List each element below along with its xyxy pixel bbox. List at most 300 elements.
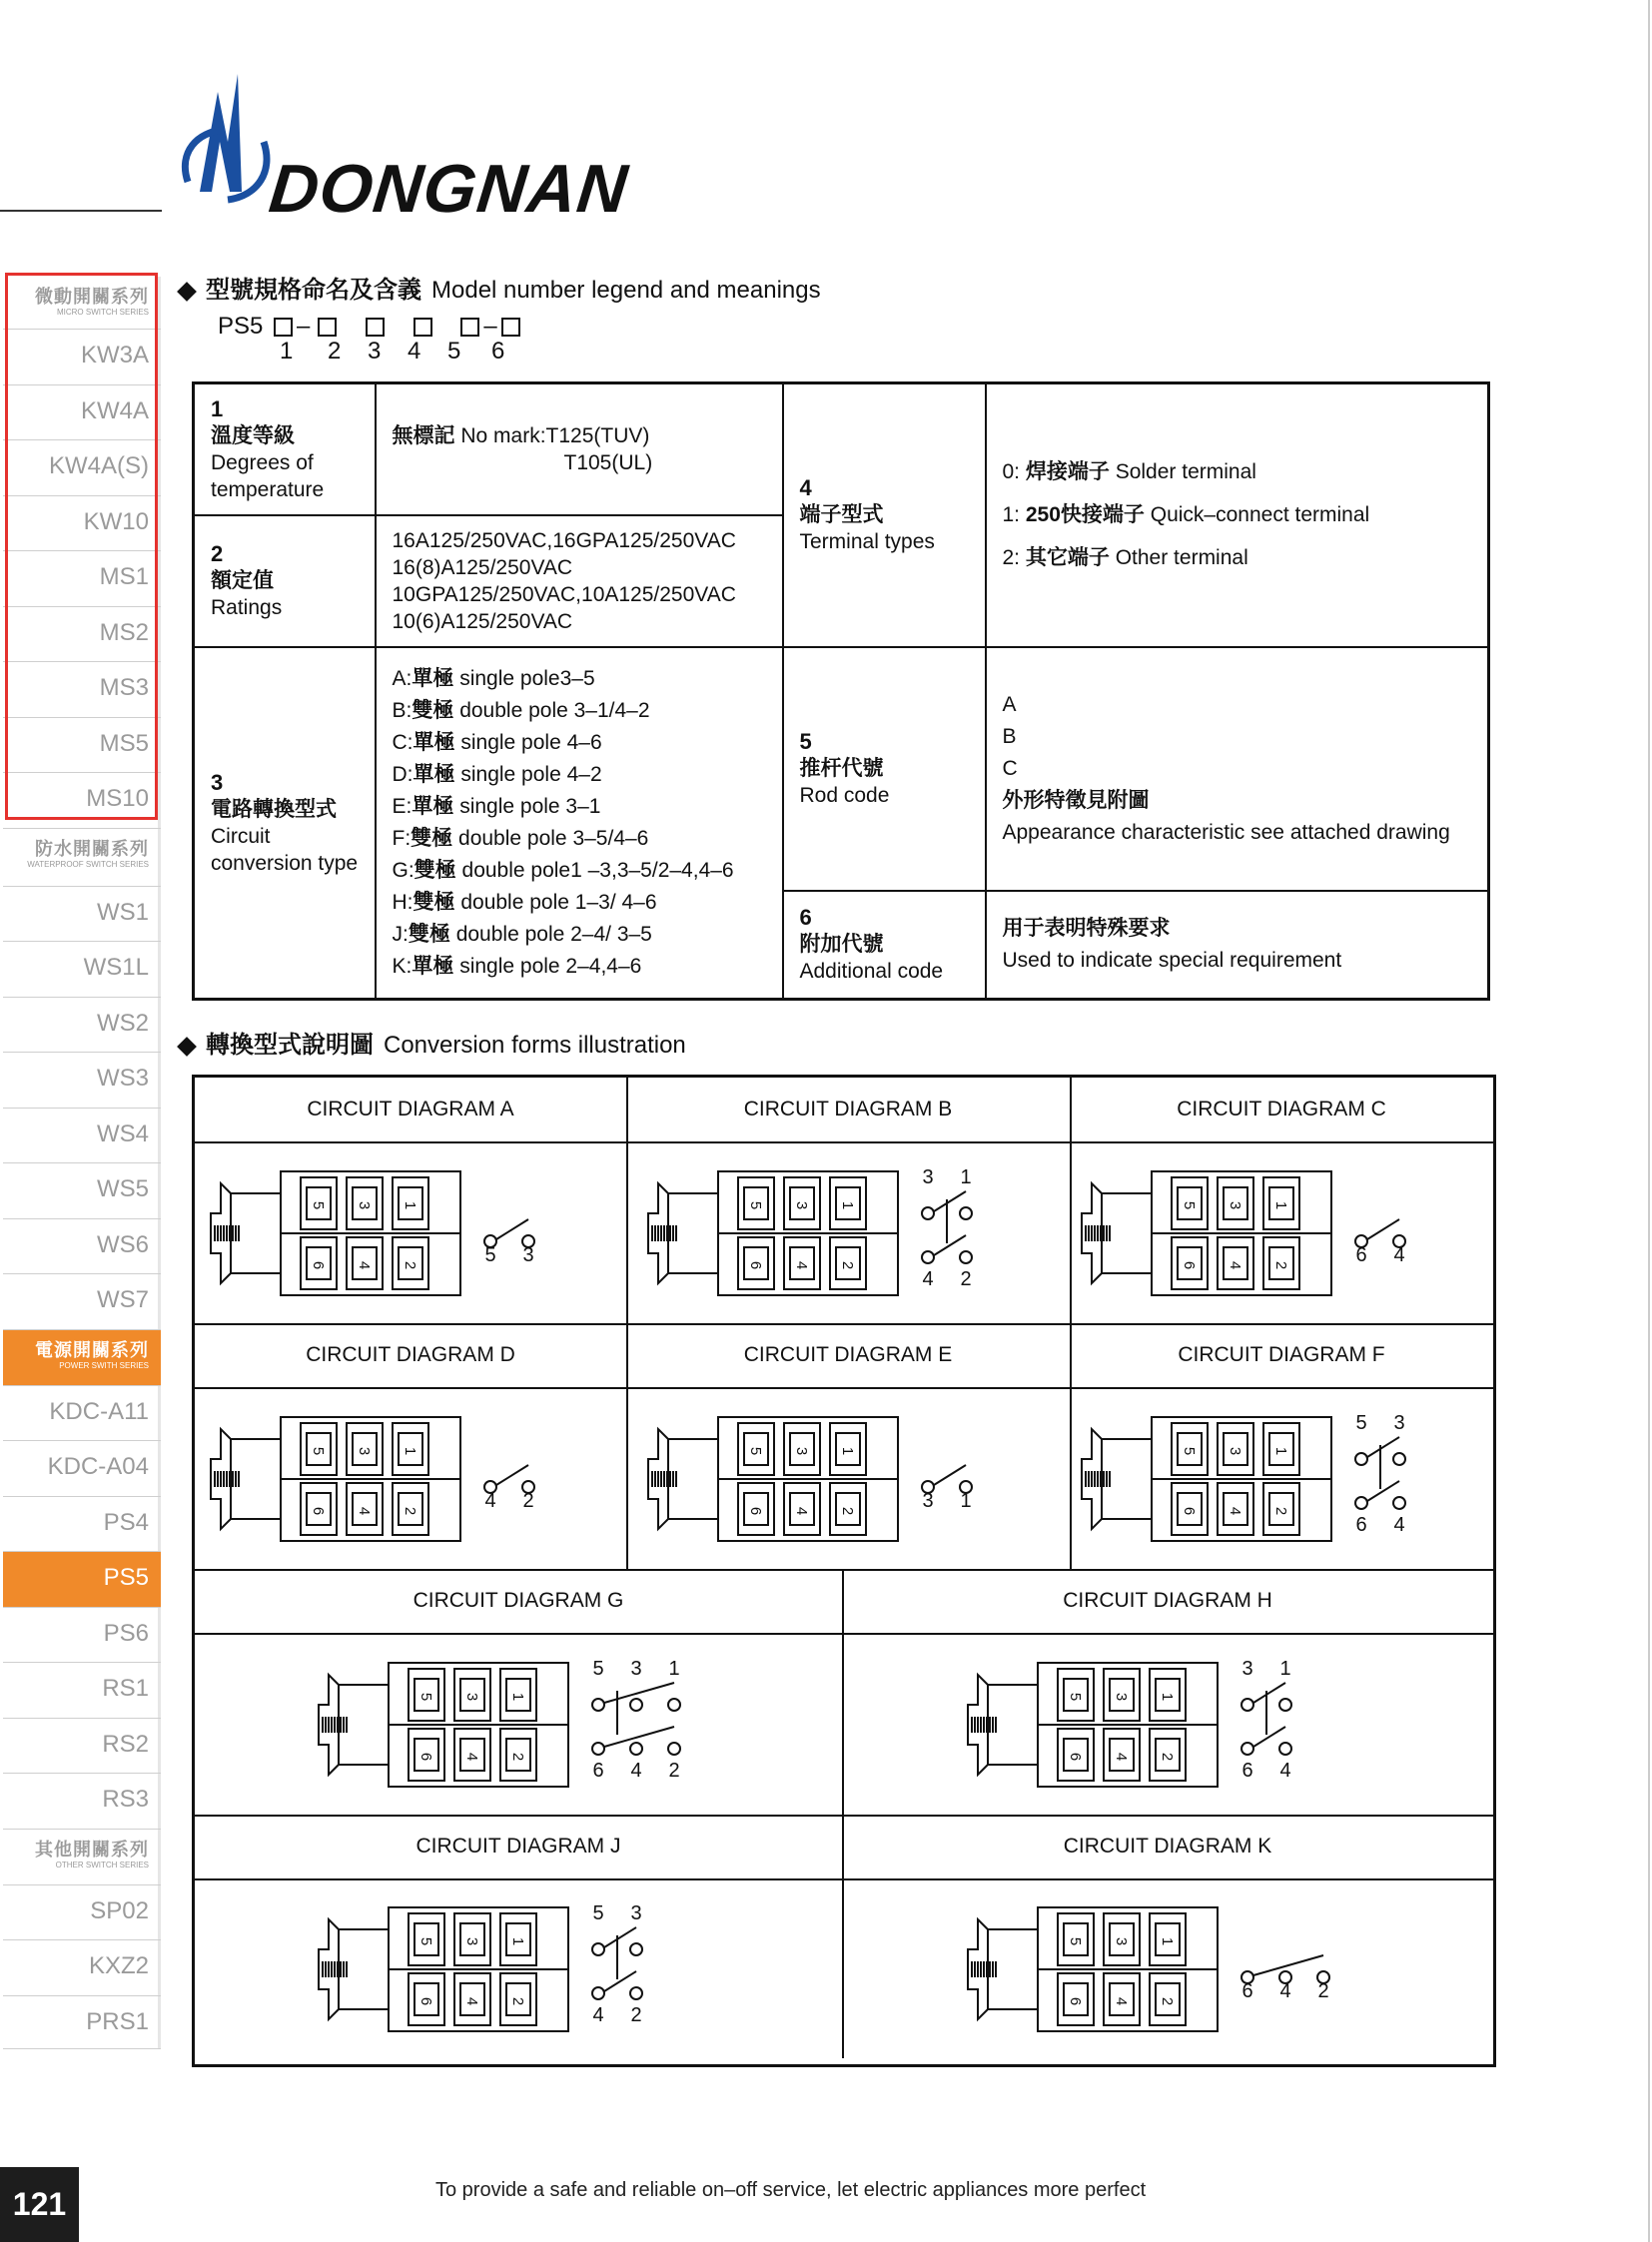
circuit-diagram-cell (195, 1569, 844, 1815)
row-label-zh: 端子型式 (799, 503, 884, 527)
option-zh: 單極 (413, 730, 455, 754)
legend-box-2 (318, 318, 337, 337)
circuit-type-line (393, 823, 766, 855)
svg-text:6: 6 (747, 1260, 764, 1270)
row-label-en: Terminal types (799, 530, 935, 554)
option-en: double pole 3–1/4–2 (459, 698, 650, 722)
terminal-label: 4 (922, 1268, 934, 1290)
sidebar-item-ws2[interactable] (3, 998, 161, 1053)
contact-schematic (484, 1465, 534, 1512)
svg-text:1: 1 (839, 1200, 856, 1210)
circuit-drawing-area (842, 1635, 1493, 1815)
sidebar-item-label: MS1 (99, 563, 149, 590)
footer-tagline: To provide a safe and reliable on–off service, let electric appliances more perfect (435, 2179, 1147, 2201)
circuit-type-line (393, 887, 766, 919)
legend-box-3 (366, 318, 385, 337)
row3-value-cell (376, 647, 783, 1000)
circuit-diagram-icon (958, 1645, 1377, 1805)
section-title-en: Model number legend and meanings (431, 277, 821, 304)
terminal-label: 6 (1241, 1980, 1253, 2002)
terminal-label: 4 (630, 1760, 642, 1782)
model-legend (218, 313, 524, 341)
sidebar-item-label: WS4 (96, 1121, 149, 1147)
legend-dash: – (483, 313, 497, 340)
svg-text:6: 6 (310, 1506, 327, 1516)
sidebar-item-rs1[interactable] (3, 1663, 161, 1719)
option-en: Solder terminal (1115, 460, 1256, 484)
option-key: H: (392, 890, 413, 914)
sidebar-item-label: RS2 (102, 1731, 149, 1758)
svg-text:1: 1 (402, 1200, 418, 1210)
svg-text:4: 4 (463, 1996, 480, 2006)
rod-note-zh: 外形特徵見附圖 (1002, 788, 1150, 812)
sidebar-item-label: WS7 (96, 1286, 149, 1313)
contact-terminal (630, 1699, 642, 1711)
option-zh: 雙極 (411, 826, 453, 850)
additional-note-en: Used to indicate special requirement (1002, 948, 1342, 972)
terminal-label: 4 (1279, 1980, 1291, 2002)
sidebar-item-prs1[interactable] (3, 1996, 161, 2049)
legend-box-4 (413, 318, 432, 337)
option-key: G: (392, 858, 414, 882)
circuit-diagram-icon (201, 1399, 620, 1559)
circuit-diagram-grid (192, 1075, 1496, 2067)
svg-text:4: 4 (793, 1506, 810, 1516)
terminal-label: 6 (1355, 1514, 1367, 1536)
terminal-label: 6 (592, 1760, 604, 1782)
circuit-diagram-title: CIRCUIT DIAGRAM J (195, 1815, 842, 1880)
circuit-type-line (393, 759, 766, 791)
option-key: B: (392, 698, 413, 722)
brand-name: DONGNAN (266, 151, 632, 227)
option-key: K: (392, 954, 413, 978)
rating-line: 10(6)A125/250VAC (392, 609, 573, 633)
terminal-label: 3 (1241, 1658, 1253, 1680)
sidebar-item-label: PS5 (103, 1564, 149, 1591)
svg-text:2: 2 (1272, 1506, 1289, 1516)
svg-text:3: 3 (356, 1200, 373, 1210)
option-key: E: (392, 794, 413, 818)
svg-text:2: 2 (839, 1506, 856, 1516)
switch-body-drawing (648, 1171, 898, 1295)
circuit-type-line (393, 727, 766, 759)
legend-box-1 (274, 318, 293, 337)
rating-line: 10GPA125/250VAC,10A125/250VAC (392, 582, 736, 606)
legend-box-6 (501, 318, 520, 337)
contact-terminal (1241, 1743, 1253, 1755)
sidebar-item-label: WS1 (96, 899, 149, 926)
svg-text:4: 4 (1113, 1752, 1130, 1762)
sidebar-item-rs2[interactable] (3, 1719, 161, 1774)
rating-line: 16(8)A125/250VAC (392, 555, 573, 579)
circuit-diagram-title: CIRCUIT DIAGRAM E (626, 1323, 1070, 1389)
row5-6-label-cell (783, 647, 986, 1000)
circuit-diagram-icon (201, 1153, 620, 1313)
circuit-diagram-title: CIRCUIT DIAGRAM A (195, 1078, 626, 1143)
contact-terminal (592, 1699, 604, 1711)
contact-terminal (592, 1987, 604, 1999)
circuit-diagram-icon (958, 1889, 1377, 2049)
row-label-zh: 附加代號 (799, 933, 884, 956)
row2-value-cell (376, 515, 783, 647)
sidebar-item-ws1[interactable] (3, 887, 161, 942)
circuit-row (195, 1569, 1493, 1817)
svg-text:3: 3 (793, 1446, 810, 1456)
option-zh: 焊接端子 (1025, 460, 1110, 484)
terminal-label: 3 (522, 1244, 534, 1266)
rod-letter: A (1002, 692, 1017, 716)
option-zh: 雙極 (413, 890, 455, 914)
circuit-diagram-cell (195, 1323, 628, 1569)
option-key: F: (392, 826, 412, 850)
circuit-diagram-title: CIRCUIT DIAGRAM C (1070, 1078, 1493, 1143)
sidebar-item-label: KW4A (80, 397, 149, 424)
option-zh: 單極 (412, 954, 454, 978)
sidebar-category (3, 1830, 161, 1885)
svg-text:3: 3 (1227, 1446, 1243, 1456)
terminal-label: 3 (922, 1166, 934, 1188)
sidebar-item-label: WS2 (96, 1010, 149, 1037)
row4-label-cell (783, 383, 986, 647)
option-zh: 雙極 (413, 858, 456, 882)
section-title-en: Conversion forms illustration (384, 1032, 686, 1059)
circuit-diagram-title: CIRCUIT DIAGRAM H (842, 1569, 1493, 1635)
svg-text:6: 6 (417, 1752, 434, 1762)
contact-terminal (1355, 1497, 1367, 1509)
row-label-zh: 額定值 (211, 569, 274, 592)
option-key: A: (392, 666, 413, 690)
svg-text:2: 2 (509, 1752, 526, 1762)
circuit-diagram-cell (1070, 1323, 1493, 1569)
contact-terminal (630, 1943, 642, 1955)
sidebar-item-ws7[interactable] (3, 1274, 161, 1330)
svg-text:3: 3 (793, 1200, 810, 1210)
section-conversion-heading (180, 1025, 686, 1060)
switch-body-drawing (1082, 1417, 1331, 1541)
svg-text:6: 6 (1181, 1506, 1198, 1516)
row-number: 5 (799, 729, 812, 754)
svg-text:2: 2 (509, 1996, 526, 2006)
circuit-diagram-cell (195, 1078, 628, 1323)
terminal-label: 4 (1393, 1244, 1405, 1266)
svg-text:5: 5 (310, 1200, 327, 1210)
contact-terminal (922, 1251, 934, 1263)
circuit-drawing-area (626, 1389, 1070, 1569)
svg-text:5: 5 (1067, 1692, 1084, 1702)
svg-text:5: 5 (417, 1936, 434, 1946)
rod-note-en: Appearance characteristic see attached drawing (1002, 820, 1450, 844)
svg-text:6: 6 (310, 1260, 327, 1270)
svg-text:1: 1 (402, 1446, 418, 1456)
contact-terminal (960, 1251, 972, 1263)
circuit-diagram-title: CIRCUIT DIAGRAM G (195, 1569, 842, 1635)
circuit-row (195, 1815, 1493, 2058)
svg-text:5: 5 (1067, 1936, 1084, 1946)
terminal-label: 1 (1279, 1658, 1291, 1680)
terminal-label: 2 (1317, 1980, 1329, 2002)
circuit-diagram-title: CIRCUIT DIAGRAM K (842, 1815, 1493, 1880)
contact-schematic (922, 1166, 972, 1290)
terminal-label: 5 (592, 1902, 604, 1924)
circuit-diagram-cell (842, 1815, 1493, 2058)
circuit-type-line (393, 695, 766, 727)
circuit-diagram-title: CIRCUIT DIAGRAM B (626, 1078, 1070, 1143)
terminal-label: 3 (1393, 1412, 1405, 1434)
svg-text:6: 6 (1067, 1996, 1084, 2006)
terminal-label: 2 (522, 1490, 534, 1512)
contact-terminal (1241, 1699, 1253, 1711)
svg-text:1: 1 (509, 1936, 526, 1946)
sidebar-item-ps5[interactable] (3, 1552, 161, 1608)
sidebar-item-label: WS3 (96, 1065, 149, 1092)
option-key: 2: (1002, 546, 1021, 570)
contact-terminal (592, 1743, 604, 1755)
sidebar-item-label: WS1L (83, 954, 149, 981)
contact-terminal (630, 1987, 642, 1999)
contact-schematic (592, 1902, 642, 2026)
row-label-en: Additional code (799, 960, 944, 983)
circuit-diagram-icon (638, 1399, 1058, 1559)
category-title-en: WATERPROOF SWITCH SERIES (27, 860, 149, 869)
option-en: single pole 2–4,4–6 (459, 954, 642, 978)
svg-text:5: 5 (417, 1692, 434, 1702)
svg-text:4: 4 (1113, 1996, 1130, 2006)
svg-text:6: 6 (1067, 1752, 1084, 1762)
row5-6-value-cell (986, 647, 1489, 1000)
sidebar-item-label: MS5 (99, 730, 149, 757)
category-title-en: OTHER SWITCH SERIES (55, 1861, 149, 1869)
circuit-diagram-icon (638, 1153, 1058, 1313)
dongnan-logo-icon (178, 72, 274, 212)
switch-body-drawing (211, 1171, 460, 1295)
circuit-diagram-cell (842, 1569, 1493, 1815)
switch-body-drawing (968, 1663, 1218, 1787)
row1-value-cell (376, 383, 783, 515)
switch-body-drawing (1082, 1171, 1331, 1295)
terminal-label: 4 (484, 1490, 496, 1512)
category-title-en: POWER SWITH SERIES (59, 1361, 149, 1370)
row-label-en: Ratings (211, 596, 283, 619)
sidebar-item-label: KW4A(S) (48, 452, 149, 479)
additional-note-zh: 用于表明特殊要求 (1002, 916, 1171, 940)
svg-text:3: 3 (1113, 1936, 1130, 1946)
contact-terminal (960, 1207, 972, 1219)
sidebar-item-label: KDC-A11 (49, 1398, 149, 1425)
circuit-diagram-cell (1070, 1078, 1493, 1323)
terminal-label: 4 (1393, 1514, 1405, 1536)
sidebar-item-ps4[interactable] (3, 1497, 161, 1552)
svg-text:4: 4 (356, 1260, 373, 1270)
sidebar-item-label: KW10 (83, 508, 149, 535)
terminal-label: 5 (592, 1658, 604, 1680)
sidebar-item-rs3[interactable] (3, 1774, 161, 1830)
temp-value-ul: T105(UL) (563, 450, 653, 474)
option-key: J: (392, 922, 409, 946)
legend-number: 4 (408, 338, 421, 365)
category-title-zh: 微動開關系列 (35, 287, 149, 307)
row-label-en: Circuit conversion type (211, 824, 359, 875)
circuit-diagram-icon (1072, 1399, 1491, 1559)
sidebar-item-ws5[interactable] (3, 1163, 161, 1219)
legend-prefix: PS5 (218, 313, 264, 340)
svg-text:4: 4 (356, 1506, 373, 1516)
row-number: 3 (211, 769, 224, 795)
sidebar-item-ws4[interactable] (3, 1109, 161, 1163)
category-title-zh: 防水開關系列 (35, 839, 149, 859)
terminal-label: 4 (592, 2004, 604, 2026)
option-en: double pole 1–3/ 4–6 (460, 890, 657, 914)
svg-text:2: 2 (1159, 1996, 1176, 2006)
row-number: 1 (211, 395, 224, 421)
switch-body-drawing (319, 1663, 568, 1787)
svg-text:2: 2 (1272, 1260, 1289, 1270)
sidebar-item-ws3[interactable] (3, 1053, 161, 1109)
option-key: D: (392, 762, 413, 786)
contact-terminal (922, 1207, 934, 1219)
temp-value-tuv: No mark:T125(TUV) (460, 423, 650, 447)
option-en: single pole 4–2 (460, 762, 602, 786)
row-label-en: Rod code (799, 784, 890, 807)
svg-text:2: 2 (402, 1260, 418, 1270)
page-edge-line (1648, 0, 1650, 2242)
sidebar-item-label: PS4 (103, 1509, 149, 1536)
terminal-label: 1 (960, 1166, 972, 1188)
svg-text:3: 3 (1227, 1200, 1243, 1210)
option-key: C: (392, 730, 413, 754)
svg-text:2: 2 (402, 1506, 418, 1516)
option-en: Quick–connect terminal (1150, 503, 1370, 527)
svg-text:3: 3 (463, 1936, 480, 1946)
header-rule (0, 210, 162, 212)
terminal-label: 2 (630, 2004, 642, 2026)
option-en: double pole 2–4/ 3–5 (455, 922, 652, 946)
circuit-drawing-area (195, 1880, 842, 2058)
terminal-label: 4 (1279, 1760, 1291, 1782)
svg-text:4: 4 (793, 1260, 810, 1270)
switch-body-drawing (319, 1907, 568, 2031)
rating-line: 16A125/250VAC,16GPA125/250VAC (392, 528, 736, 552)
diamond-bullet-icon (177, 282, 197, 302)
contact-schematic (1355, 1219, 1405, 1266)
sidebar-item-label: KXZ2 (88, 1952, 149, 1979)
terminal-label: 2 (960, 1268, 972, 1290)
option-en: single pole 4–6 (460, 730, 602, 754)
circuit-diagram-icon (309, 1645, 728, 1805)
circuit-diagram-title: CIRCUIT DIAGRAM D (195, 1323, 626, 1389)
category-title-zh: 其他開關系列 (35, 1840, 149, 1860)
option-zh: 單極 (412, 666, 454, 690)
model-spec-table (192, 381, 1490, 1001)
row-label-zh: 推杆代號 (799, 757, 884, 780)
sidebar-item-kdc-a11[interactable] (3, 1386, 161, 1441)
terminal-label: 1 (668, 1658, 680, 1680)
sidebar-item-label: KW3A (80, 342, 149, 369)
option-en: single pole 3–1 (459, 794, 601, 818)
sidebar-item-ws1l[interactable] (3, 942, 161, 998)
option-zh: 單極 (413, 762, 455, 786)
contact-schematic (1241, 1955, 1329, 2002)
no-mark-zh: 無標記 (392, 423, 455, 447)
terminal-label: 1 (960, 1490, 972, 1512)
circuit-type-line (393, 951, 766, 983)
switch-body-drawing (968, 1907, 1218, 2031)
option-zh: 雙極 (408, 922, 450, 946)
svg-text:5: 5 (310, 1446, 327, 1456)
circuit-type-line (393, 855, 766, 887)
svg-text:1: 1 (1272, 1200, 1289, 1210)
legend-box-5 (460, 318, 479, 337)
legend-dash: – (297, 313, 311, 340)
row-number: 4 (799, 475, 812, 501)
page-number: 121 (0, 2167, 79, 2242)
sidebar-item-ps6[interactable] (3, 1608, 161, 1663)
svg-text:1: 1 (1159, 1936, 1176, 1946)
sidebar-item-ws6[interactable] (3, 1219, 161, 1274)
terminal-label: 3 (630, 1902, 642, 1924)
svg-text:3: 3 (356, 1446, 373, 1456)
terminal-label: 6 (1355, 1244, 1367, 1266)
option-en: single pole3–5 (459, 666, 595, 690)
terminal-label: 5 (484, 1244, 496, 1266)
circuit-diagram-cell (626, 1323, 1072, 1569)
row-label-zh: 電路轉換型式 (211, 797, 337, 821)
sidebar-item-kdc-a04[interactable] (3, 1441, 161, 1497)
svg-text:6: 6 (747, 1506, 764, 1516)
circuit-drawing-area (195, 1389, 626, 1569)
section-title-zh: 型號規格命名及含義 (206, 277, 421, 304)
category-title-en: MICRO SWITCH SERIES (56, 308, 149, 317)
sidebar-item-label: MS3 (99, 674, 149, 701)
section-model-legend-heading (180, 270, 821, 305)
contact-terminal (1355, 1453, 1367, 1465)
circuit-drawing-area (1070, 1143, 1493, 1323)
contact-schematic (1355, 1412, 1405, 1536)
contact-terminal (1393, 1497, 1405, 1509)
sidebar-item-label: WS6 (96, 1231, 149, 1258)
sidebar-item-kxz2[interactable] (3, 1940, 161, 1996)
rod-letter: C (1002, 756, 1018, 780)
svg-text:4: 4 (1227, 1506, 1243, 1516)
sidebar-item-sp02[interactable] (3, 1885, 161, 1940)
option-en: Other terminal (1115, 546, 1248, 570)
circuit-type-line (393, 919, 766, 951)
svg-text:1: 1 (839, 1446, 856, 1456)
sidebar-item-label: WS5 (96, 1175, 149, 1202)
contact-terminal (1279, 1699, 1291, 1711)
circuit-drawing-area (1070, 1389, 1493, 1569)
svg-text:4: 4 (1227, 1260, 1243, 1270)
row1-label-cell (194, 383, 376, 515)
legend-number: 3 (368, 338, 382, 365)
row3-label-cell (194, 647, 376, 1000)
option-zh: 雙極 (412, 698, 454, 722)
option-en: double pole 3–5/4–6 (458, 826, 649, 850)
row4-value-cell (986, 383, 1489, 647)
circuit-type-line (393, 663, 766, 695)
micro-switch-group-highlight (5, 273, 158, 820)
svg-text:5: 5 (747, 1446, 764, 1456)
svg-text:4: 4 (463, 1752, 480, 1762)
section-title-zh: 轉換型式說明圖 (206, 1032, 374, 1059)
switch-body-drawing (211, 1417, 460, 1541)
circuit-type-line (393, 791, 766, 823)
circuit-drawing-area (195, 1143, 626, 1323)
option-zh: 單極 (412, 794, 454, 818)
circuit-diagram-cell (626, 1078, 1072, 1323)
terminal-label: 3 (630, 1658, 642, 1680)
circuit-drawing-area (842, 1880, 1493, 2058)
contact-schematic (1241, 1658, 1291, 1782)
